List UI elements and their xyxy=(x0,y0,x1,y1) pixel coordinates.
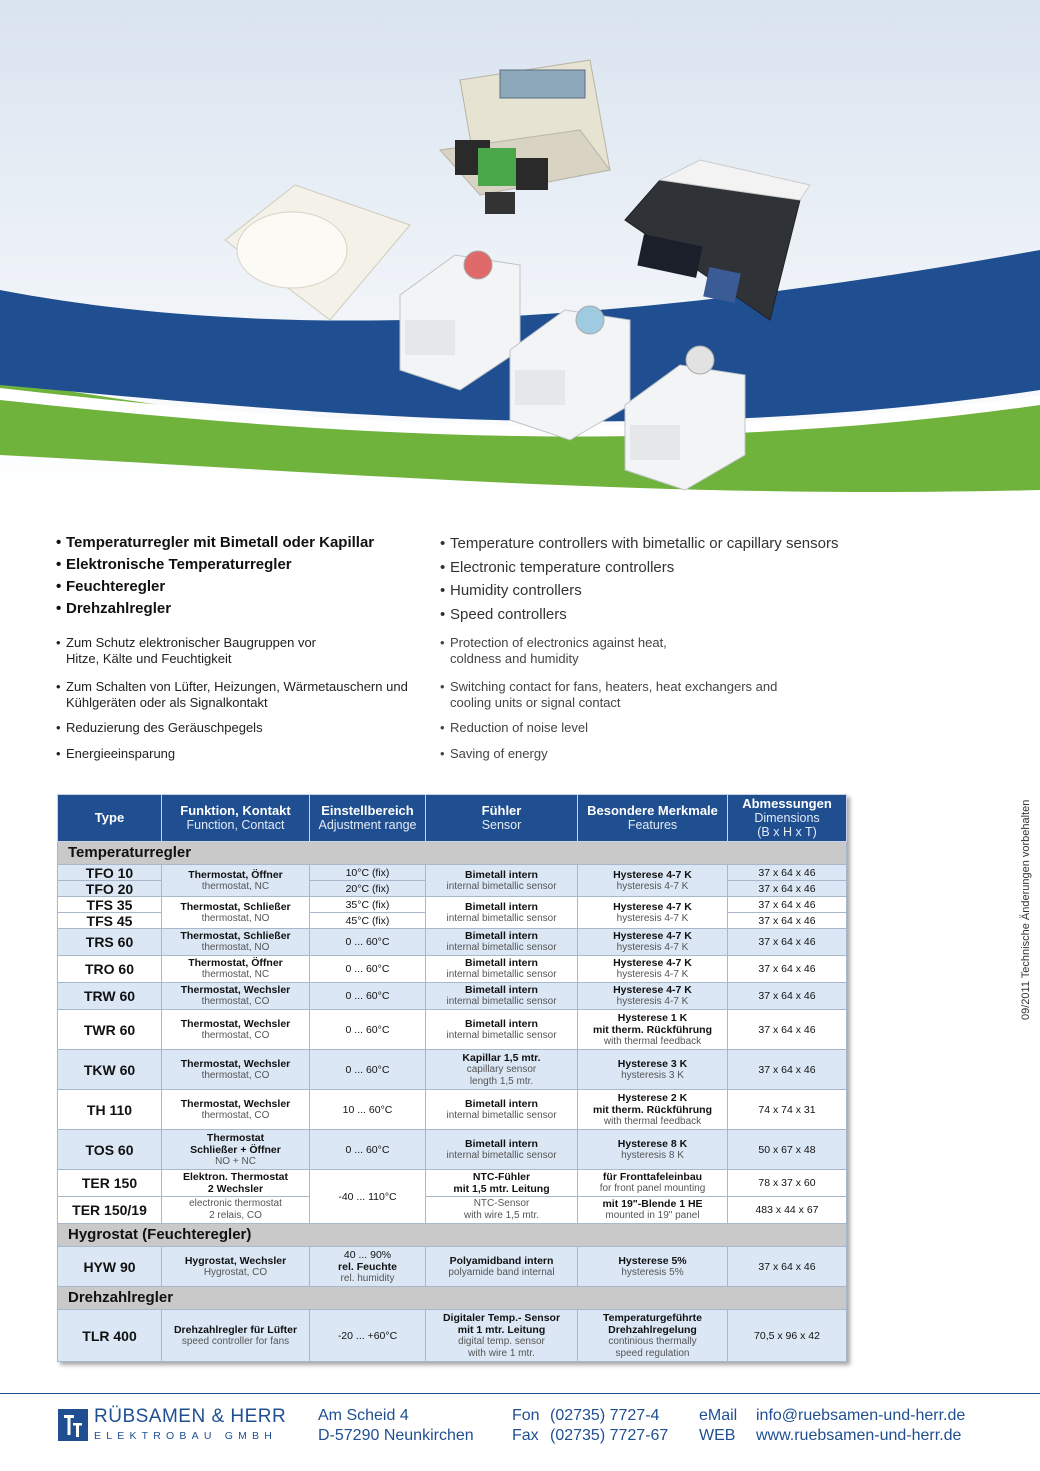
address-city: D-57290 Neunkirchen xyxy=(318,1427,474,1444)
table-row: TFS 45 45°C (fix) 37 x 64 x 46 xyxy=(58,913,847,929)
detail-de: • Energieeinsparung xyxy=(56,746,175,762)
web-link[interactable]: www.ruebsamen-und-herr.de xyxy=(756,1427,962,1444)
section-row: Drehzahlregler xyxy=(58,1287,847,1310)
side-note: 09/2011 Technische Änderungen vorbehalten xyxy=(1020,799,1032,1020)
company-logo-icon xyxy=(58,1409,88,1441)
table-row: TER 150/19 electronic thermostat 2 relais, CO NTC-Sensor with wire 1,5 mtr. mit 19"-Blende 1 HE mounted in 19" panel 483 x 44 x 67 xyxy=(58,1197,847,1224)
feature-de: • Elektronische Temperaturregler xyxy=(56,554,374,576)
feature-de: • Feuchteregler xyxy=(56,576,374,598)
company-name: RÜBSAMEN & HERR xyxy=(94,1406,287,1427)
col-features: Besondere Merkmale Features xyxy=(578,795,728,842)
detail-en: • Switching contact for fans, heaters, heat exchangers and cooling units or signal contact xyxy=(440,679,800,711)
email-link[interactable]: info@ruebsamen-und-herr.de xyxy=(756,1407,966,1424)
fax-label: Fax xyxy=(512,1427,539,1444)
feature-de: • Drehzahlregler xyxy=(56,598,374,620)
table-row: TH 110 Thermostat, Wechsler thermostat, CO 10 ... 60°C Bimetall intern internal bimetallic sensor Hysterese 2 K mit therm. Rückführung with thermal feedback 74 x 74 x 31 xyxy=(58,1090,847,1130)
table-header-row xyxy=(58,795,847,842)
section-row: Hygrostat (Feuchteregler) xyxy=(58,1224,847,1247)
address-street: Am Scheid 4 xyxy=(318,1407,409,1424)
section-row: Temperaturregler xyxy=(58,842,847,865)
hero-product-image xyxy=(0,0,1040,500)
feature-en: • Temperature controllers with bimetallic or capillary sensors xyxy=(440,532,838,556)
col-sensor: Fühler Sensor xyxy=(426,795,578,842)
detail-de: • Zum Schalten von Lüfter, Heizungen, Wärmetauschern und Kühlgeräten oder als Signalkontakt xyxy=(56,679,426,711)
detail-en: • Saving of energy xyxy=(440,746,548,762)
features-de-list xyxy=(56,532,374,620)
table-row: TLR 400 Drehzahlregler für Lüfter speed controller for fans -20 ... +60°C Digitaler Temp.- Sensor mit 1 mtr. Leitung digital temp. sensor with wire 1 mtr. Temperaturgeführte Drehzahlregelung continious thermally speed regulation 70,5 x 96 x 42 xyxy=(58,1310,847,1362)
col-function: Funktion, Kontakt Function, Contact xyxy=(162,795,310,842)
fon-label: Fon xyxy=(512,1407,540,1424)
feature-en: • Electronic temperature controllers xyxy=(440,556,838,580)
detail-de: • Zum Schutz elektronischer Baugruppen vor Hitze, Kälte und Feuchtigkeit xyxy=(56,635,336,667)
table-row: TRW 60 Thermostat, Wechsler thermostat, CO 0 ... 60°C Bimetall intern internal bimetallic sensor Hysterese 4-7 K hysteresis 4-7 K 37 x 64 x 46 xyxy=(58,983,847,1010)
table-row: TOS 60 Thermostat Schließer + Öffner NO + NC 0 ... 60°C Bimetall intern internal bimetallic sensor Hysterese 8 K hysteresis 8 K 50 x 67 x 48 xyxy=(58,1130,847,1170)
fax-number: (02735) 7727-67 xyxy=(550,1427,669,1444)
table-row: TRS 60 Thermostat, Schließer thermostat, NO 0 ... 60°C Bimetall intern internal bimetallic sensor Hysterese 4-7 K hysteresis 4-7 K 37 x 64 x 46 xyxy=(58,929,847,956)
col-range: Einstellbereich Adjustment range xyxy=(310,795,426,842)
detail-de: • Reduzierung des Geräuschpegels xyxy=(56,720,263,736)
features-en-list xyxy=(440,532,838,626)
table-row: TFO 20 20°C (fix) 37 x 64 x 46 xyxy=(58,881,847,897)
table-row: TFO 10 Thermostat, Öffner thermostat, NC 10°C (fix) Bimetall intern internal bimetallic sensor Hysterese 4-7 K hysteresis 4-7 K 37 x 64 x 46 xyxy=(58,865,847,881)
table-row: TKW 60 Thermostat, Wechsler thermostat, CO 0 ... 60°C Kapillar 1,5 mtr. capillary sensor length 1,5 mtr. Hysterese 3 K hysteresis 3 K 37 x 64 x 46 xyxy=(58,1050,847,1090)
table-row: TRO 60 Thermostat, Öffner thermostat, NC 0 ... 60°C Bimetall intern internal bimetallic sensor Hysterese 4-7 K hysteresis 4-7 K 37 x 64 x 46 xyxy=(58,956,847,983)
col-type: Type xyxy=(58,795,162,842)
fon-number[interactable]: (02735) 7727-4 xyxy=(550,1407,660,1424)
feature-en: • Humidity controllers xyxy=(440,579,838,603)
detail-en: • Protection of electronics against heat, coldness and humidity xyxy=(440,635,710,667)
company-subtitle: ELEKTROBAU GMBH xyxy=(94,1430,278,1442)
table-row: TER 150 Elektron. Thermostat 2 Wechsler -40 ... 110°C NTC-Fühler mit 1,5 mtr. Leitung für Fronttafeleinbau for front panel mounting 78 x 37 x 60 xyxy=(58,1170,847,1197)
web-label: WEB xyxy=(699,1427,736,1444)
table-row: HYW 90 Hygrostat, Wechsler Hygrostat, CO 40 ... 90% rel. Feuchte rel. humidity Polyamidband intern polyamide band internal Hysterese 5% hysteresis 5% 37 x 64 x 46 xyxy=(58,1247,847,1287)
product-table xyxy=(57,794,847,1362)
feature-de: • Temperaturregler mit Bimetall oder Kapillar xyxy=(56,532,374,554)
table-row: TFS 35 Thermostat, Schließer thermostat, NO 35°C (fix) Bimetall intern internal bimetallic sensor Hysterese 4-7 K hysteresis 4-7 K 37 x 64 x 46 xyxy=(58,897,847,913)
footer-divider xyxy=(0,1393,1040,1394)
detail-en: • Reduction of noise level xyxy=(440,720,588,736)
table-row: TWR 60 Thermostat, Wechsler thermostat, CO 0 ... 60°C Bimetall intern internal bimetallic sensor Hysterese 1 K mit therm. Rückführung with thermal feedback 37 x 64 x 46 xyxy=(58,1010,847,1050)
col-dimensions: Abmessungen Dimensions (B x H x T) xyxy=(728,795,847,842)
feature-en: • Speed controllers xyxy=(440,603,838,627)
email-label: eMail xyxy=(699,1407,738,1424)
